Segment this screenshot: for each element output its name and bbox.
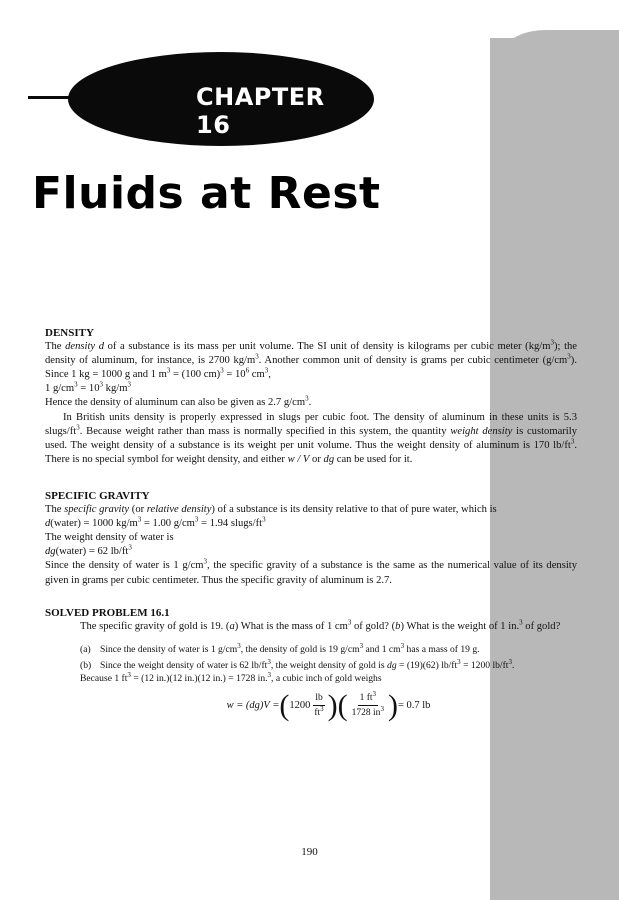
close-paren-2: ) bbox=[387, 688, 398, 722]
equation-lhs: w = (dg)V = bbox=[226, 699, 280, 711]
solution-b-tag: (b) bbox=[80, 659, 92, 671]
solution-a: (a) Since the density of water is 1 $g/cm^3$, the density of gold is 19 $g/cm^3$ and 1 $cm^3$ has a mass of 19 g. bbox=[80, 641, 480, 655]
solution-b: (b) Since the weight density of water is 62 $lb/ft^3$, the weight density of gold is dg = (19)(62) $lb/ft^3 = 1200$ $lb/ft^3$. bbox=[80, 657, 515, 671]
open-paren-1: ( bbox=[279, 688, 290, 722]
density-paragraph-2: Hence the density of aluminum can also be given as 2.7 $g/cm^3$. bbox=[45, 394, 312, 409]
gold-weight-equation bbox=[80, 688, 577, 722]
density-paragraph-1: The density d of a substance is its mass per unit volume. The SI unit of density is kilograms per cubic meter $(kg/m^3)$; the density of aluminum, for instance, is 2700 $kg/m^3$. Another common unit of density is grams per cubic centimeter $(g/cm^3)$. Since 1 kg = 1000 g and 1 $m^3 = (100$ $cm)^3 = 10^6$ $cm^3$, bbox=[45, 338, 578, 381]
open-paren-2: ( bbox=[337, 688, 348, 722]
page-content bbox=[45, 326, 577, 721]
solution-b-continued: Because 1 $ft^3 = (12$ in.)(12 in.)(12 in.) = 1728 in.$^3$, a cubic inch of gold weighs bbox=[80, 670, 382, 684]
density-equation: 1 $g/cm^3 = 10^3$ $kg/m^3$ bbox=[45, 380, 131, 395]
equation-rhs: = 0.7 lb bbox=[397, 699, 431, 711]
density-heading: DENSITY bbox=[45, 327, 94, 339]
solved-problem-heading: SOLVED PROBLEM 16.1 bbox=[45, 606, 170, 619]
problem-statement: The specific gravity of gold is 19. (a) What is the mass of 1 $cm^3$ of gold? (b) What is the weight of 1 in.$^3$ of gold? bbox=[80, 618, 561, 632]
density-paragraph-3: In British units density is properly expressed in slugs per cubic foot. The density of aluminum in these units is 5.3 slugs/$ft^3$. Because weight rather than mass is normally specified in this system, the quantity weight density is customarily used. The weight density of a substance is its weight per unit volume. Thus the weight density of aluminum is 170 $lb/ft^3$. There is no special symbol for weight density, and either w / V or dg can be used for it. bbox=[45, 411, 577, 465]
fraction-ft3-in3: $\frac{1 ft^3}{1728 in^3}$ bbox=[351, 690, 384, 719]
solution-a-tag: (a) bbox=[80, 643, 91, 655]
specific-gravity-paragraph-1: The specific gravity (or relative density) of a substance is its density relative to that of pure water, which is bbox=[45, 504, 497, 516]
specific-gravity-heading: SPECIFIC GRAVITY bbox=[45, 489, 150, 502]
water-weight-density-equation: dg(water) = 62 $lb/ft^3$ bbox=[45, 543, 132, 558]
page-number: 190 bbox=[301, 846, 318, 858]
solved-problem bbox=[80, 620, 577, 721]
specific-gravity-paragraph-2: The weight density of water is bbox=[45, 532, 174, 544]
equation-coefficient: 1200 bbox=[289, 699, 311, 711]
water-density-equation: d(water) = 1000 $kg/m^3 = 1.00$ $g/cm^3 = 1.94$ slugs/$ft^3$ bbox=[45, 515, 266, 530]
chapter-label: CHAPTER 16 bbox=[196, 83, 325, 139]
specific-gravity-paragraph-3: Since the density of water is 1 $g/cm^3$, the specific gravity of a substance is the same as the numerical value of its density given in grams per cubic centimeter. Thus the specific gravity of aluminum is 2.7. bbox=[45, 557, 577, 586]
chapter-title: Fluids at Rest bbox=[32, 168, 381, 219]
close-paren-1: ) bbox=[327, 688, 338, 722]
fraction-lb-ft3: $\frac{lb}{ft^3}$ bbox=[314, 693, 324, 719]
